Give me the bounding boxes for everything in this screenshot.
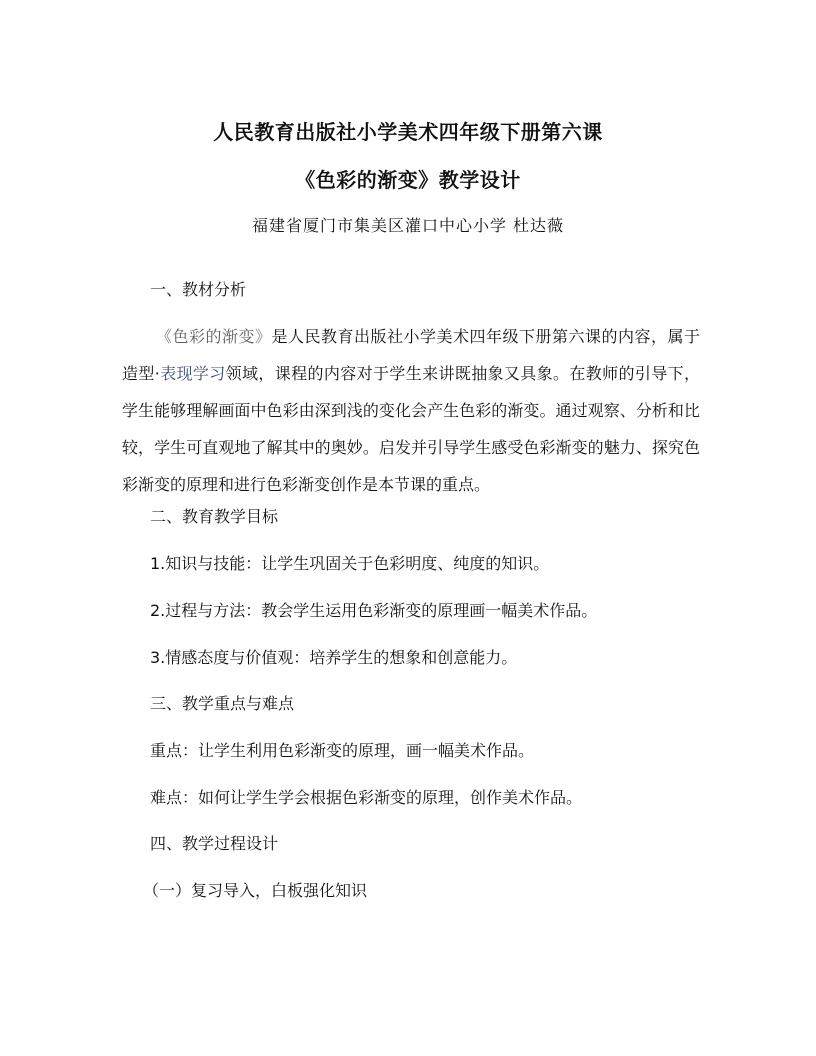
key-point-line: 重点：让学生利用色彩渐变的原理，画一幅美术作品。	[150, 741, 535, 760]
section1-paragraph	[122, 318, 700, 503]
document-title-line1: 人民教育出版社小学美术四年级下册第六课	[213, 120, 603, 144]
paragraph-text-a: 是人民教育出版社小学美术四年级下册第六课的内容，属于造型·	[122, 327, 700, 383]
highlight-text: 表现学习	[159, 364, 226, 383]
document-title-line2: 《色彩的渐变》教学设计	[295, 168, 521, 192]
difficulty-line: 难点：如何让学生学会根据色彩渐变的原理，创作美术作品。	[150, 788, 583, 807]
objective-item-1: 1.知识与技能：让学生巩固关于色彩明度、纯度的知识。	[150, 554, 550, 573]
section1-heading: 一、教材分析	[150, 280, 247, 299]
quoted-lesson-title: 《色彩的渐变》	[156, 327, 272, 346]
author-line: 福建省厦门市集美区灌口中心小学 杜达薇	[251, 216, 565, 235]
objective-item-2: 2.过程与方法：教会学生运用色彩渐变的原理画一幅美术作品。	[150, 601, 598, 620]
objective-item-3: 3.情感态度与价值观：培养学生的想象和创意能力。	[150, 648, 518, 667]
section3-heading: 三、教学重点与难点	[150, 694, 295, 713]
section2-heading: 二、教育教学目标	[150, 507, 279, 526]
section4-sub1: （一）复习导入，白板强化知识	[143, 881, 368, 900]
paragraph-text-b: 领域，课程的内容对于学生来讲既抽象又具象。在教师的引导下，学生能够理解画面中色彩由深到浅的变化会产生色彩的渐变。通过观察、分析和比较，学生可直观地了解其中的奥妙。启发并引导学生感受色彩渐变的魅力、探究色彩渐变的原理和进行色彩渐变创作是本节课的重点。	[122, 364, 700, 494]
section4-heading: 四、教学过程设计	[150, 834, 279, 853]
